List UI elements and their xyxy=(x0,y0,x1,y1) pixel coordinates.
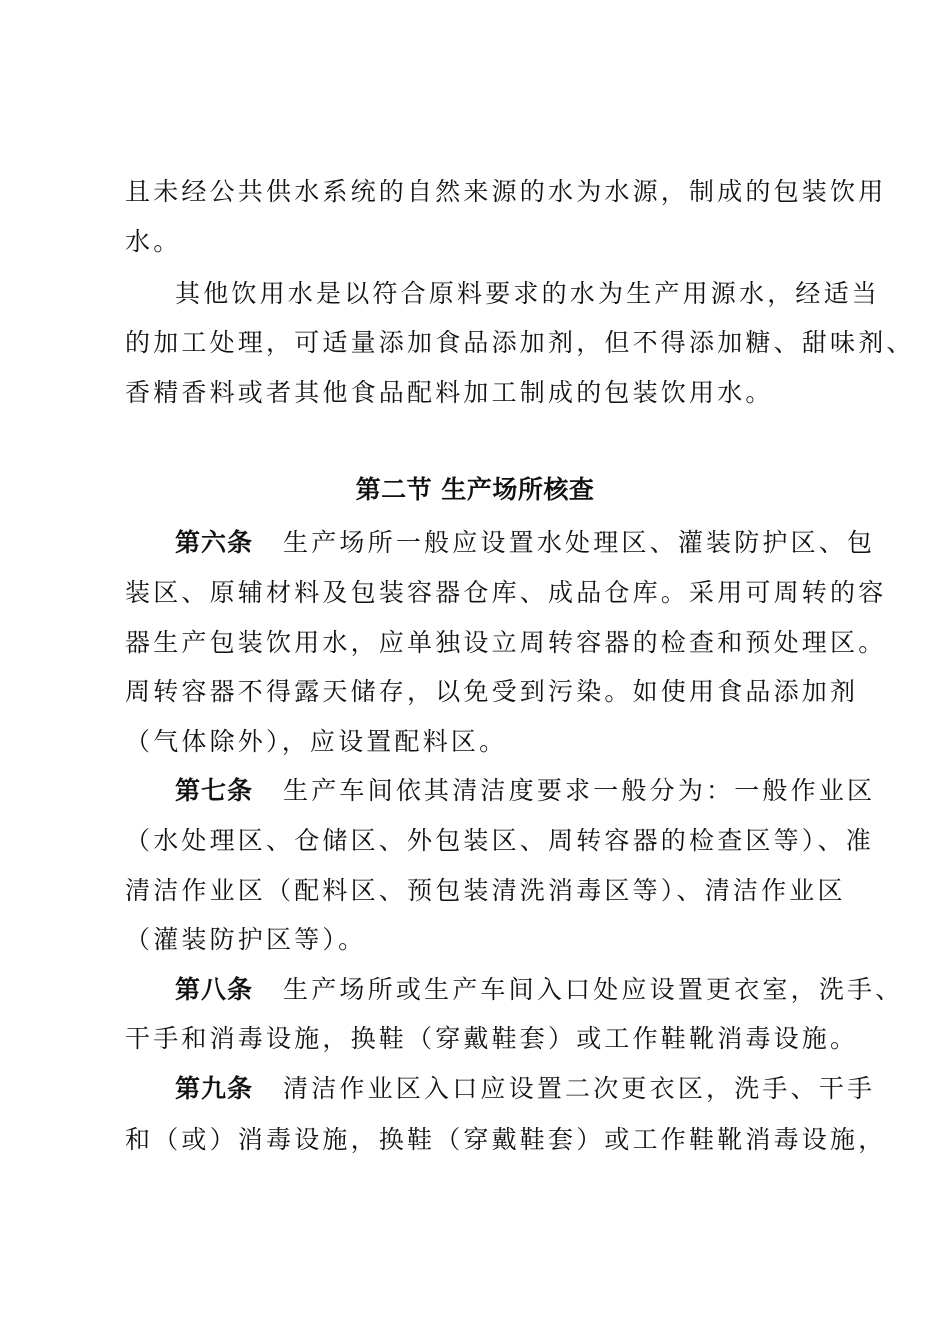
text-line: （水处理区、仓储区、外包装区、周转容器的检查区等）、准 xyxy=(125,826,874,855)
article-6-first-line xyxy=(175,527,876,559)
text-line: （灌装防护区等）。 xyxy=(125,925,367,954)
text-line: 装区、原辅材料及包装容器仓库、成品仓库。采用可周转的容 xyxy=(125,578,887,607)
text-line: （气体除外），应设置配料区。 xyxy=(125,727,508,756)
text-line: 且未经公共供水系统的自然来源的水为水源，制成的包装饮用 xyxy=(125,177,887,206)
text-line: 香精香料或者其他食品配料加工制成的包装饮用水。 xyxy=(125,378,774,407)
text-line: 周转容器不得露天储存，以免受到污染。如使用食品添加剂 xyxy=(125,677,859,706)
article-9-first-line xyxy=(175,1073,876,1105)
article-label: 第六条 xyxy=(175,528,254,557)
text-line: 清洁作业区（配料区、预包装清洗消毒区等）、清洁作业区 xyxy=(125,876,846,905)
text-line: 干手和消毒设施，换鞋（穿戴鞋套）或工作鞋靴消毒设施。 xyxy=(125,1024,859,1053)
article-text: 生产场所一般应设置水处理区、灌装防护区、包 xyxy=(283,528,876,557)
text-line: 器生产包装饮用水，应单独设立周转容器的检查和预处理区。 xyxy=(125,628,887,657)
article-text: 生产场所或生产车间入口处应设置更衣室，洗手、 xyxy=(283,975,904,1004)
article-8-first-line xyxy=(175,974,904,1006)
article-text: 生产车间依其清洁度要求一般分为：一般作业区 xyxy=(283,776,876,805)
article-label: 第八条 xyxy=(175,975,254,1004)
paragraph-first-line: 其他饮用水是以符合原料要求的水为生产用源水，经适当 xyxy=(175,279,881,308)
text-line: 的加工处理，可适量添加食品添加剂，但不得添加糖、甜味剂、 xyxy=(125,328,915,357)
article-label: 第七条 xyxy=(175,776,254,805)
text-line: 水。 xyxy=(125,227,182,256)
article-7-first-line xyxy=(175,775,876,807)
article-label: 第九条 xyxy=(175,1074,254,1103)
text-line: 和（或）消毒设施，换鞋（穿戴鞋套）或工作鞋靴消毒设施， xyxy=(125,1125,887,1154)
article-text: 清洁作业区入口应设置二次更衣区，洗手、干手 xyxy=(283,1074,876,1103)
section-heading: 第二节 生产场所核查 xyxy=(355,475,595,504)
